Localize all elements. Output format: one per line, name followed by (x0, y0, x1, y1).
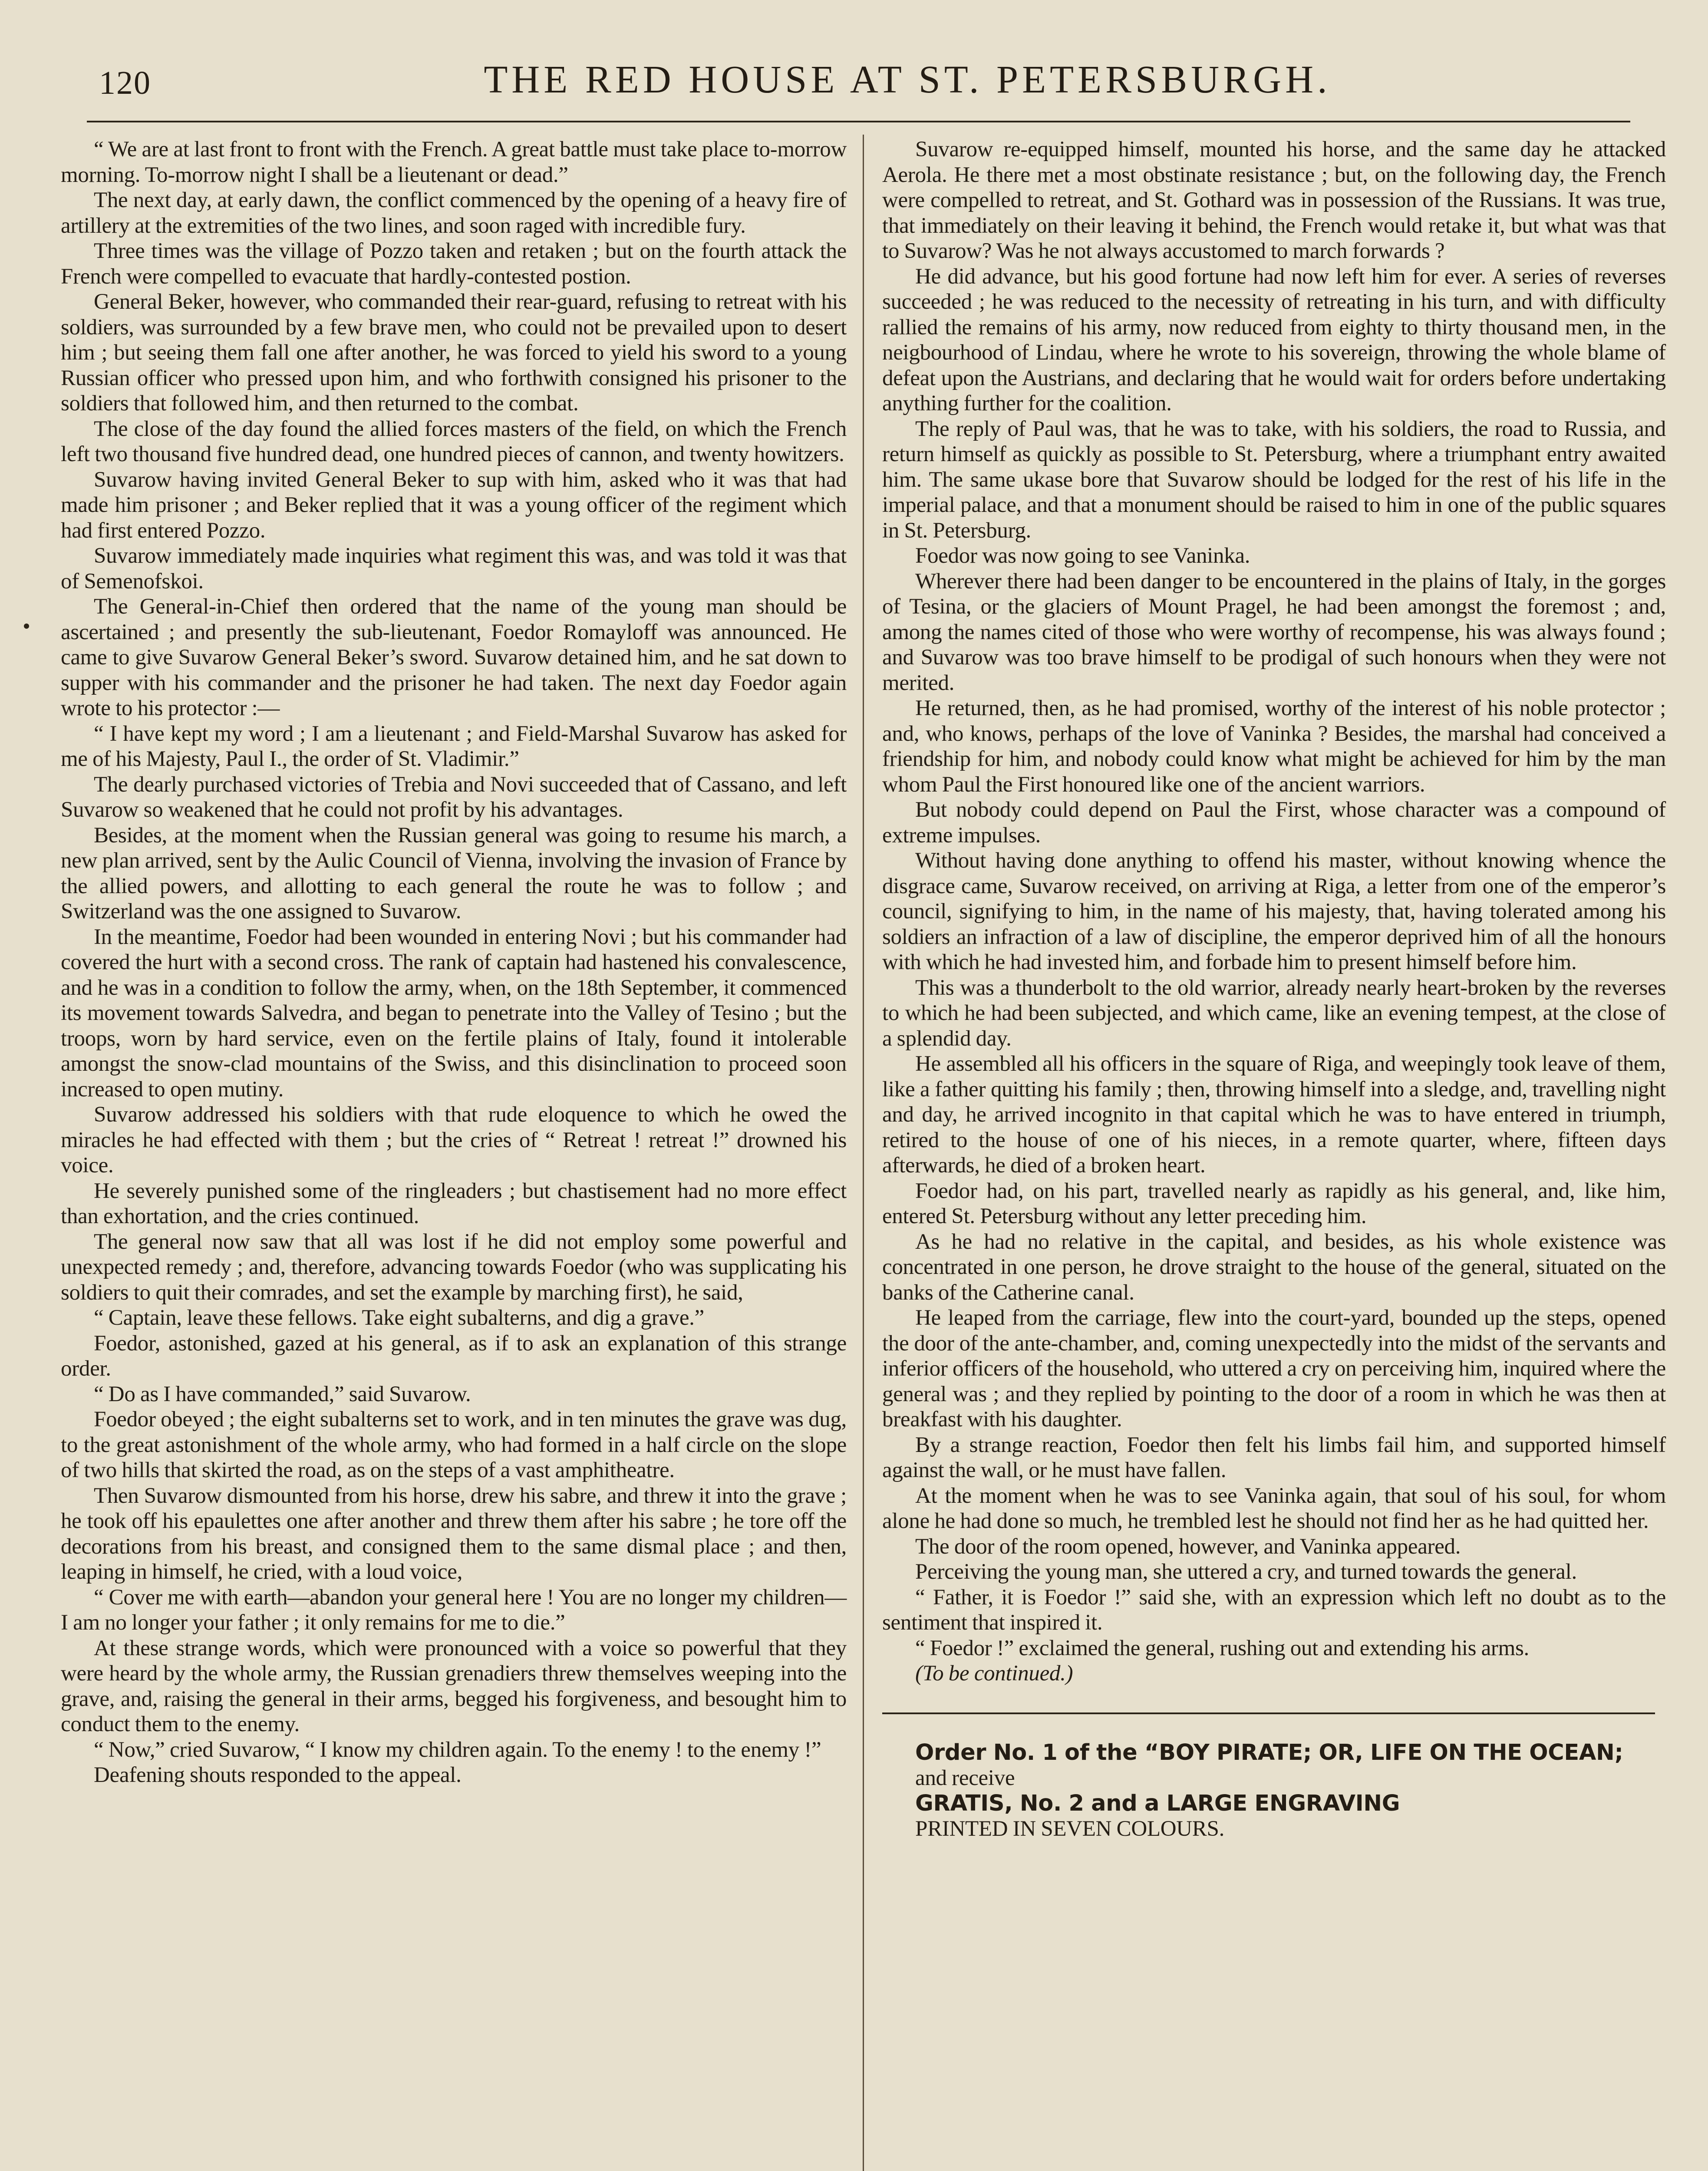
paragraph: “ Father, it is Foedor !” said she, with an expression which left no doubt as to the sentiment that inspired it. (882, 1585, 1666, 1635)
paragraph: Wherever there had been danger to be encountered in the plains of Italy, in the gorges of Tesina, or the glaciers of Mount Pragel, he had been amongst the foremost ; and, among the names cited of those who were worthy of recompense, his was always found ; and Suvarow was too brave himself to be prodigal of such honours when they were not merited. (882, 569, 1666, 695)
paragraph: Suvarow re-equipped himself, mounted his horse, and the same day he attacked Aerola. He there met a most obstinate resistance ; but, on the following day, the French were compelled to retreat, and St. Gothard was in possession of the Russians. It was true, that immediately on their leaving it behind, the French would retake it, but what was that to Suvarow? Was he not always accustomed to march forwards ? (882, 137, 1666, 263)
ad-gratis-line: GRATIS, No. 2 and a LARGE ENGRAVING (915, 1790, 1400, 1816)
paragraph: The door of the room opened, however, and Vaninka appeared. (915, 1534, 1461, 1559)
paragraph: At the moment when he was to see Vaninka again, that soul of his soul, for whom alone he had done so much, he trembled lest he should not find her as he had quitted her. (882, 1483, 1666, 1533)
paragraph: “ Foedor !” exclaimed the general, rushing out and extending his arms. (915, 1636, 1529, 1660)
paragraph: “ Captain, leave these fellows. Take eight subalterns, and dig a grave.” (94, 1306, 704, 1330)
paragraph: Suvarow addressed his soldiers with that rude eloquence to which he owed the miracles he had effected with them ; but the cries of “ Retreat ! retreat !” drowned his voice. (61, 1102, 847, 1178)
paragraph: “ Cover me with earth—abandon your general here ! You are no longer my children—I am no longer your father ; it only remains for me to die.” (61, 1585, 847, 1635)
paragraph: Foedor, astonished, gazed at his general, as if to ask an explanation of this strange order. (61, 1331, 847, 1381)
paragraph: “ We are at last front to front with the French. A great battle must take place to-morrow morning. To-morrow night I shall be a lieutenant or dead.” (61, 137, 847, 187)
paragraph: In the meantime, Foedor had been wounded in entering Novi ; but his commander had covered the hurt with a second cross. The rank of captain had hastened his convalescence, and he was in a condition to follow the army, when, on the 18th September, it commenced its movement towards Salvedra, and began to penetrate into the Valley of Tesino ; but the troops, worn by hard service, even on the fertile plains of Italy, found it intolerable amongst the snow-clad mountains of the Swiss, and this disinclination to proceed soon increased to open mutiny. (61, 924, 847, 1102)
page-number: 120 (99, 65, 151, 101)
right-column-text (882, 137, 1666, 1661)
paragraph: Foedor had, on his part, travelled nearly as rapidly as his general, and, like him, entered St. Petersburg without any letter preceding him. (882, 1178, 1666, 1228)
paragraph: Without having done anything to offend his master, without knowing whence the disgrace came, Suvarow received, on arriving at Riga, a letter from one of the emperor’s council, signifying to him, in the name of his majesty, that, having tolerated among his soldiers an infraction of a law of discipline, the emperor deprived him of all the honours with which he had invested him, and forbade him to present himself before him. (882, 848, 1666, 974)
paragraph: The General-in-Chief then ordered that the name of the young man should be ascertained ; and presently the sub-lieutenant, Foedor Romayloff was announced. He came to give Suvarow General Beker’s sword. Suvarow detained him, and he sat down to supper with his commander and the prisoner he had taken. The next day Foedor again wrote to his protector :— (61, 594, 847, 720)
paragraph: At these strange words, which were pronounced with a voice so powerful that they were heard by the whole army, the Russian grenadiers threw themselves weeping into the grave, and, raising the general in their arms, begged his forgiveness, and besought him to conduct them to the enemy. (61, 1636, 847, 1736)
paragraph: He assembled all his officers in the square of Riga, and weepingly took leave of them, like a father quitting his family ; then, throwing himself into a sledge, and, travelling night and day, he arrived incognito in that capital which he was to have entered in triumph, retired to the house of one of his nieces, in a remote quarter, where, fifteen days afterwards, he died of a broken heart. (882, 1052, 1666, 1178)
paragraph: General Beker, however, who commanded their rear-guard, refusing to retreat with his soldiers, was surrounded by a few brave men, who could not be prevailed upon to desert him ; but seeing them fall one after another, he was forced to yield his sword to a young Russian officer who pressed upon him, and who forthwith consigned his prisoner to the soldiers that followed him, and then returned to the combat. (61, 290, 847, 416)
paragraph: The reply of Paul was, that he was to take, with his soldiers, the road to Russia, and return himself as quickly as possible to St. Petersburg, where a triumphant entry awaited him. The same ukase bore that Suvarow should be lodged for the rest of his life in the imperial palace, and that a monument should be raised to him in one of the public squares in St. Petersburg. (882, 416, 1666, 543)
paragraph: He severely punished some of the ringleaders ; but chastisement had no more effect than exhortation, and the cries continued. (61, 1178, 847, 1228)
right-column (882, 137, 1666, 1842)
header-rule (87, 121, 1630, 122)
running-title: THE RED HOUSE AT ST. PETERSBURGH. (484, 58, 1331, 101)
paragraph: Perceiving the young man, she uttered a cry, and turned towards the general. (915, 1560, 1577, 1584)
advertisement (882, 1740, 1666, 1842)
paragraph: But nobody could depend on Paul the First, whose character was a compound of extreme impulses. (882, 798, 1666, 848)
paragraph: This was a thunderbolt to the old warrior, already nearly heart-broken by the reverses to which he had been subjected, and which came, like an evening tempest, at the close of a splendid day. (882, 975, 1666, 1051)
ad-printed-line: PRINTED IN SEVEN COLOURS. (915, 1817, 1225, 1841)
paragraph: Then Suvarow dismounted from his horse, drew his sabre, and threw it into the grave ; he took off his epaulettes one after another and threw them after his sabre ; he tore off the decorations from his breast, and consigned them to the same dismal place ; and then, leaping in himself, he cried, with a loud voice, (61, 1483, 847, 1584)
paragraph: “ Now,” cried Suvarow, “ I know my children again. To the enemy ! to the enemy !” (94, 1737, 821, 1762)
paragraph: Besides, at the moment when the Russian general was going to resume his march, a new plan arrived, sent by the Aulic Council of Vienna, involving the invasion of France by the allied powers, and allotting to each general the route he was to follow ; and Switzerland was the one assigned to Suvarow. (61, 823, 847, 924)
paragraph: Foedor was now going to see Vaninka. (915, 544, 1250, 568)
column-divider (863, 135, 864, 2171)
margin-mark (24, 624, 29, 629)
paragraph: Foedor obeyed ; the eight subalterns set to work, and in ten minutes the grave was dug, to the great astonishment of the whole army, who had formed in a half circle on the slope of two hills that skirted the road, as on the steps of a vast amphitheatre. (61, 1407, 847, 1482)
paragraph: He leaped from the carriage, flew into the court-yard, bounded up the steps, opened the door of the ante-chamber, and, coming unexpectedly into the midst of the servants and inferior officers of the household, who uttered a cry on perceiving him, inquired where the general was ; and they replied by pointing to the door of a room in which he was then at breakfast with his daughter. (882, 1306, 1666, 1432)
page-header (0, 0, 1708, 130)
paragraph: “ Do as I have commanded,” said Suvarow. (94, 1382, 471, 1406)
ad-order-line: Order No. 1 of the “BOY PIRATE; OR, LIFE ON THE OCEAN; (915, 1739, 1623, 1765)
paragraph: He returned, then, as he had promised, worthy of the interest of his noble protector ; and, who knows, perhaps of the love of Vaninka ? Besides, the marshal had conceived a friendship for him, and nobody could know what might be achieved for him by the man whom Paul the First honoured like one of the ancient warriors. (882, 696, 1666, 797)
paragraph: The general now saw that all was lost if he did not employ some powerful and unexpected remedy ; and, therefore, advancing towards Foedor (who was supplicating his soldiers to quit their comrades, and set the example by marching first), he said, (61, 1229, 847, 1305)
paragraph: Suvarow having invited General Beker to sup with him, asked who it was that had made him prisoner ; and Beker replied that it was a young officer of the regiment which had first entered Pozzo. (61, 467, 847, 543)
paragraph: Three times was the village of Pozzo taken and retaken ; but on the fourth attack the French were compelled to evacuate that hardly-contested postion. (61, 239, 847, 289)
paragraph: As he had no relative in the capital, and besides, as his whole existence was concentrated in one person, he drove straight to the house of the general, situated on the banks of the Catherine canal. (882, 1229, 1666, 1305)
advertisement-rule (882, 1712, 1655, 1714)
paragraph: The next day, at early dawn, the conflict commenced by the opening of a heavy fire of artillery at the extremities of the two lines, and soon raged with incredible fury. (61, 188, 847, 238)
ad-receive-line: and receive (915, 1766, 1015, 1790)
paragraph: The dearly purchased victories of Trebia and Novi succeeded that of Cassano, and left Suvarow so weakened that he could not profit by his advantages. (61, 772, 847, 822)
paragraph: By a strange reaction, Foedor then felt his limbs fail him, and supported himself against the wall, or he must have fallen. (882, 1432, 1666, 1482)
to-be-continued: (To be continued.) (915, 1661, 1073, 1686)
paragraph: Suvarow immediately made inquiries what regiment this was, and was told it was that of Semenofskoi. (61, 544, 847, 594)
paragraph: “ I have kept my word ; I am a lieutenant ; and Field-Marshal Suvarow has asked for me of his Majesty, Paul I., the order of St. Vladimir.” (61, 721, 847, 771)
paragraph: He did advance, but his good fortune had now left him for ever. A series of reverses succeeded ; he was reduced to the necessity of retreating in his turn, and with difficulty rallied the remains of his army, now reduced from eighty to thirty thousand men, in the neigbourhood of Lindau, where he wrote to his sovereign, throwing the whole blame of defeat upon the Austrians, and declaring that he would wait for orders before undertaking anything further for the coalition. (882, 264, 1666, 416)
paragraph: The close of the day found the allied forces masters of the field, on which the French left two thousand five hundred dead, one hundred pieces of cannon, and twenty howitzers. (61, 416, 847, 466)
left-column (61, 137, 847, 1788)
paragraph: Deafening shouts responded to the appeal. (94, 1763, 462, 1787)
